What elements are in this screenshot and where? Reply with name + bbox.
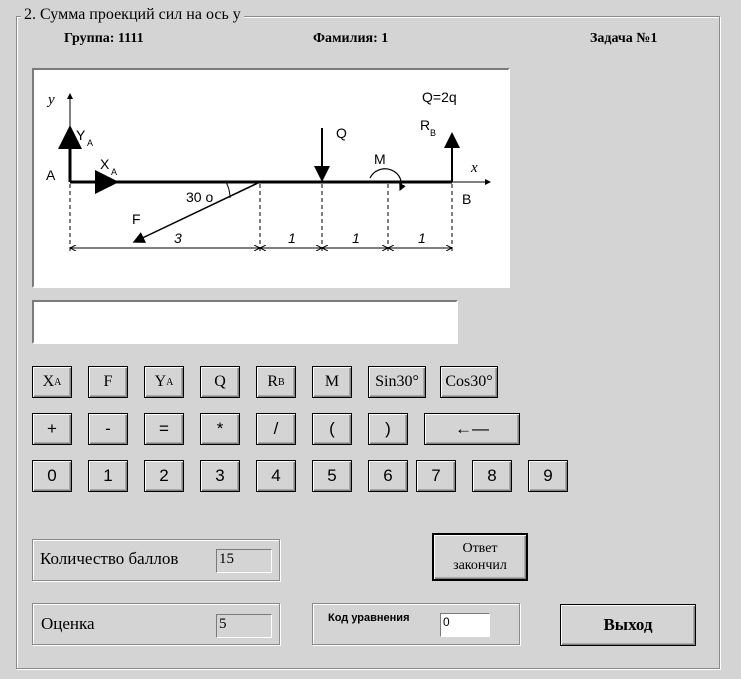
equation-code-field[interactable]: 0 — [440, 613, 490, 637]
cos30-button[interactable]: Cos30° — [440, 366, 498, 398]
digit-3-button[interactable]: 3 — [200, 460, 240, 492]
digit-7-button[interactable]: 7 — [416, 460, 456, 492]
grade-label: Оценка — [41, 614, 95, 633]
open-paren-button[interactable]: ( — [312, 413, 352, 445]
var-m-button[interactable]: M — [312, 366, 352, 398]
equals-button[interactable]: = — [144, 413, 184, 445]
finish-answer-button[interactable]: Ответ закончил — [432, 533, 528, 581]
exit-button[interactable]: Выход — [560, 604, 696, 646]
xa-label: X — [100, 156, 110, 172]
answer-display[interactable] — [32, 300, 458, 344]
close-paren-button[interactable]: ) — [368, 413, 408, 445]
plus-button[interactable]: + — [32, 413, 72, 445]
point-a-label: A — [46, 167, 56, 183]
task-label: Задача №1 — [590, 31, 658, 46]
f-label: F — [132, 211, 141, 227]
dim-label: 1 — [352, 230, 360, 246]
digit-2-button[interactable]: 2 — [144, 460, 184, 492]
rb-label: R — [420, 117, 431, 133]
score-panel — [32, 539, 280, 581]
q-relation: Q=2q — [422, 89, 457, 105]
digit-5-button[interactable]: 5 — [312, 460, 352, 492]
sin30-button[interactable]: Sin30° — [368, 366, 426, 398]
angle-arc — [226, 182, 230, 198]
digit-0-button[interactable]: 0 — [32, 460, 72, 492]
dim-label: 3 — [174, 230, 182, 246]
minus-button[interactable]: - — [88, 413, 128, 445]
digit-8-button[interactable]: 8 — [472, 460, 512, 492]
var-rb-button[interactable]: R B — [256, 366, 296, 398]
m-label: M — [374, 151, 386, 167]
xa-sub: A — [111, 167, 118, 177]
dim-label: 1 — [288, 230, 296, 246]
score-field: 15 — [216, 549, 272, 573]
dim-label: 1 — [418, 230, 426, 246]
ya-label: Y — [76, 127, 86, 143]
multiply-button[interactable]: * — [200, 413, 240, 445]
y-axis-label: y — [48, 92, 55, 108]
grade-panel — [32, 603, 280, 645]
angle-label: 30 o — [186, 189, 214, 205]
group-label: Группа: 1111 — [64, 31, 144, 46]
moment-arc — [370, 169, 401, 190]
equation-code-panel — [312, 603, 520, 645]
digit-9-button[interactable]: 9 — [528, 460, 568, 492]
var-ya-button[interactable]: Y A — [144, 366, 184, 398]
score-label: Количество баллов — [40, 549, 179, 568]
digit-4-button[interactable]: 4 — [256, 460, 296, 492]
rb-sub: B — [430, 128, 437, 138]
q-label: Q — [336, 125, 347, 141]
var-xa-button[interactable]: X A — [32, 366, 72, 398]
point-b-label: B — [462, 191, 472, 207]
var-q-button[interactable]: Q — [200, 366, 240, 398]
equation-code-label: Код уравнения — [328, 612, 410, 624]
section-title: 2. Сумма проекций сил на ось y — [21, 6, 244, 24]
surname-label: Фамилия: 1 — [313, 31, 389, 46]
var-f-button[interactable]: F — [88, 366, 128, 398]
ya-sub: A — [87, 138, 94, 148]
x-axis-label: x — [471, 160, 478, 176]
beam-diagram — [32, 68, 510, 288]
grade-field: 5 — [216, 614, 272, 638]
digit-6-button[interactable]: 6 — [368, 460, 408, 492]
divide-button[interactable]: / — [256, 413, 296, 445]
digit-1-button[interactable]: 1 — [88, 460, 128, 492]
backspace-button[interactable]: ←— — [424, 413, 520, 445]
